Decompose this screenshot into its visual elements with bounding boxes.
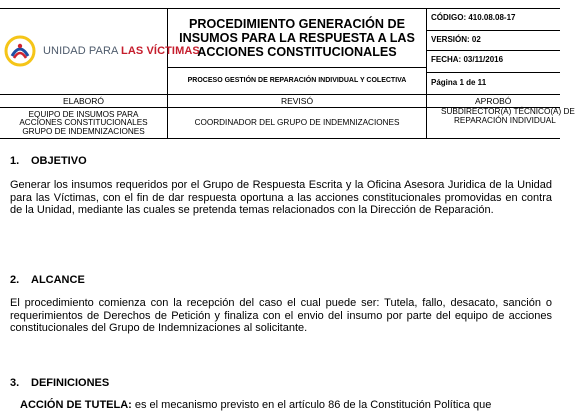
section-definiciones [10,377,552,411]
column-heading-aprobo: APROBÓ [475,96,512,106]
aprobo-value [427,107,575,139]
definition-text: es el mecanismo previsto en el artículo 86 de la Constitución Política que [131,399,492,411]
logo-wordmark: UNIDAD PARA LAS VÍCTIMAS [43,45,200,57]
section-heading: 3. DEFINICIONES [10,377,110,389]
section-paragraph: El procedimiento comienza con la recepción del caso el cual puede ser: Tutela, fallo, desacato, sanción o requerimientos de Derechos de Petición y finaliza con el envio del insumo por parte del equipo de acciones constitucionales del Grupo de Indemnizaciones al solicitante. [10,297,552,335]
elaboro-value: EQUIPO DE INSUMOS PARA ACCIONES CONSTITUCIONALES GRUPO DE INDEMNIZACIONES [19,109,148,136]
document-title: PROCEDIMIENTO GENERACIÓN DE INSUMOS PARA LA RESPUESTA A LAS ACCIONES CONSTITUCIONALES [179,16,415,59]
document-code: CÓDIGO: 410.08.08-17 [431,13,516,22]
document-version: VERSIÓN: 02 [431,35,481,44]
section-heading: 2. ALCANCE [10,274,85,286]
section-alcance [10,274,552,335]
document-date: FECHA: 03/11/2016 [431,55,504,64]
column-heading-reviso: REVISÓ [280,96,314,106]
reviso-value: COORDINADOR DEL GRUPO DE INDEMNIZACIONES [194,118,400,128]
aprobo-value-line-1: SUBDIRECTOR(A) TÉCNICO(A) DE [441,107,575,116]
colombia-flag-emblem-icon [3,34,37,68]
organization-logo [0,8,200,94]
document-header [0,0,575,139]
process-name: PROCESO GESTIÓN DE REPARACIÓN INDIVIDUAL Y COLECTIVA [187,77,407,84]
section-heading: 1. OBJETIVO [10,155,87,167]
section-paragraph: Generar los insumos requeridos por el Grupo de Respuesta Escrita y la Oficina Asesora Juridica de la Unidad para las Víctimas, con el fin de dar respuesta oportuna a las acciones constitucionales promovidas en contra de la Unidad, mediante las cuales se pretenda temas relacionados con la Dirección de Reparación. [10,179,552,217]
section-objetivo [10,155,552,217]
aprobo-value-line-2: REPARACIÓN INDIVIDUAL [454,115,556,125]
column-heading-elaboro: ELABORÓ [62,96,105,106]
definition-entry [10,399,552,411]
page-number: Página 1 de 11 [431,78,487,87]
definition-term: ACCIÓN DE TUTELA: [20,399,132,411]
